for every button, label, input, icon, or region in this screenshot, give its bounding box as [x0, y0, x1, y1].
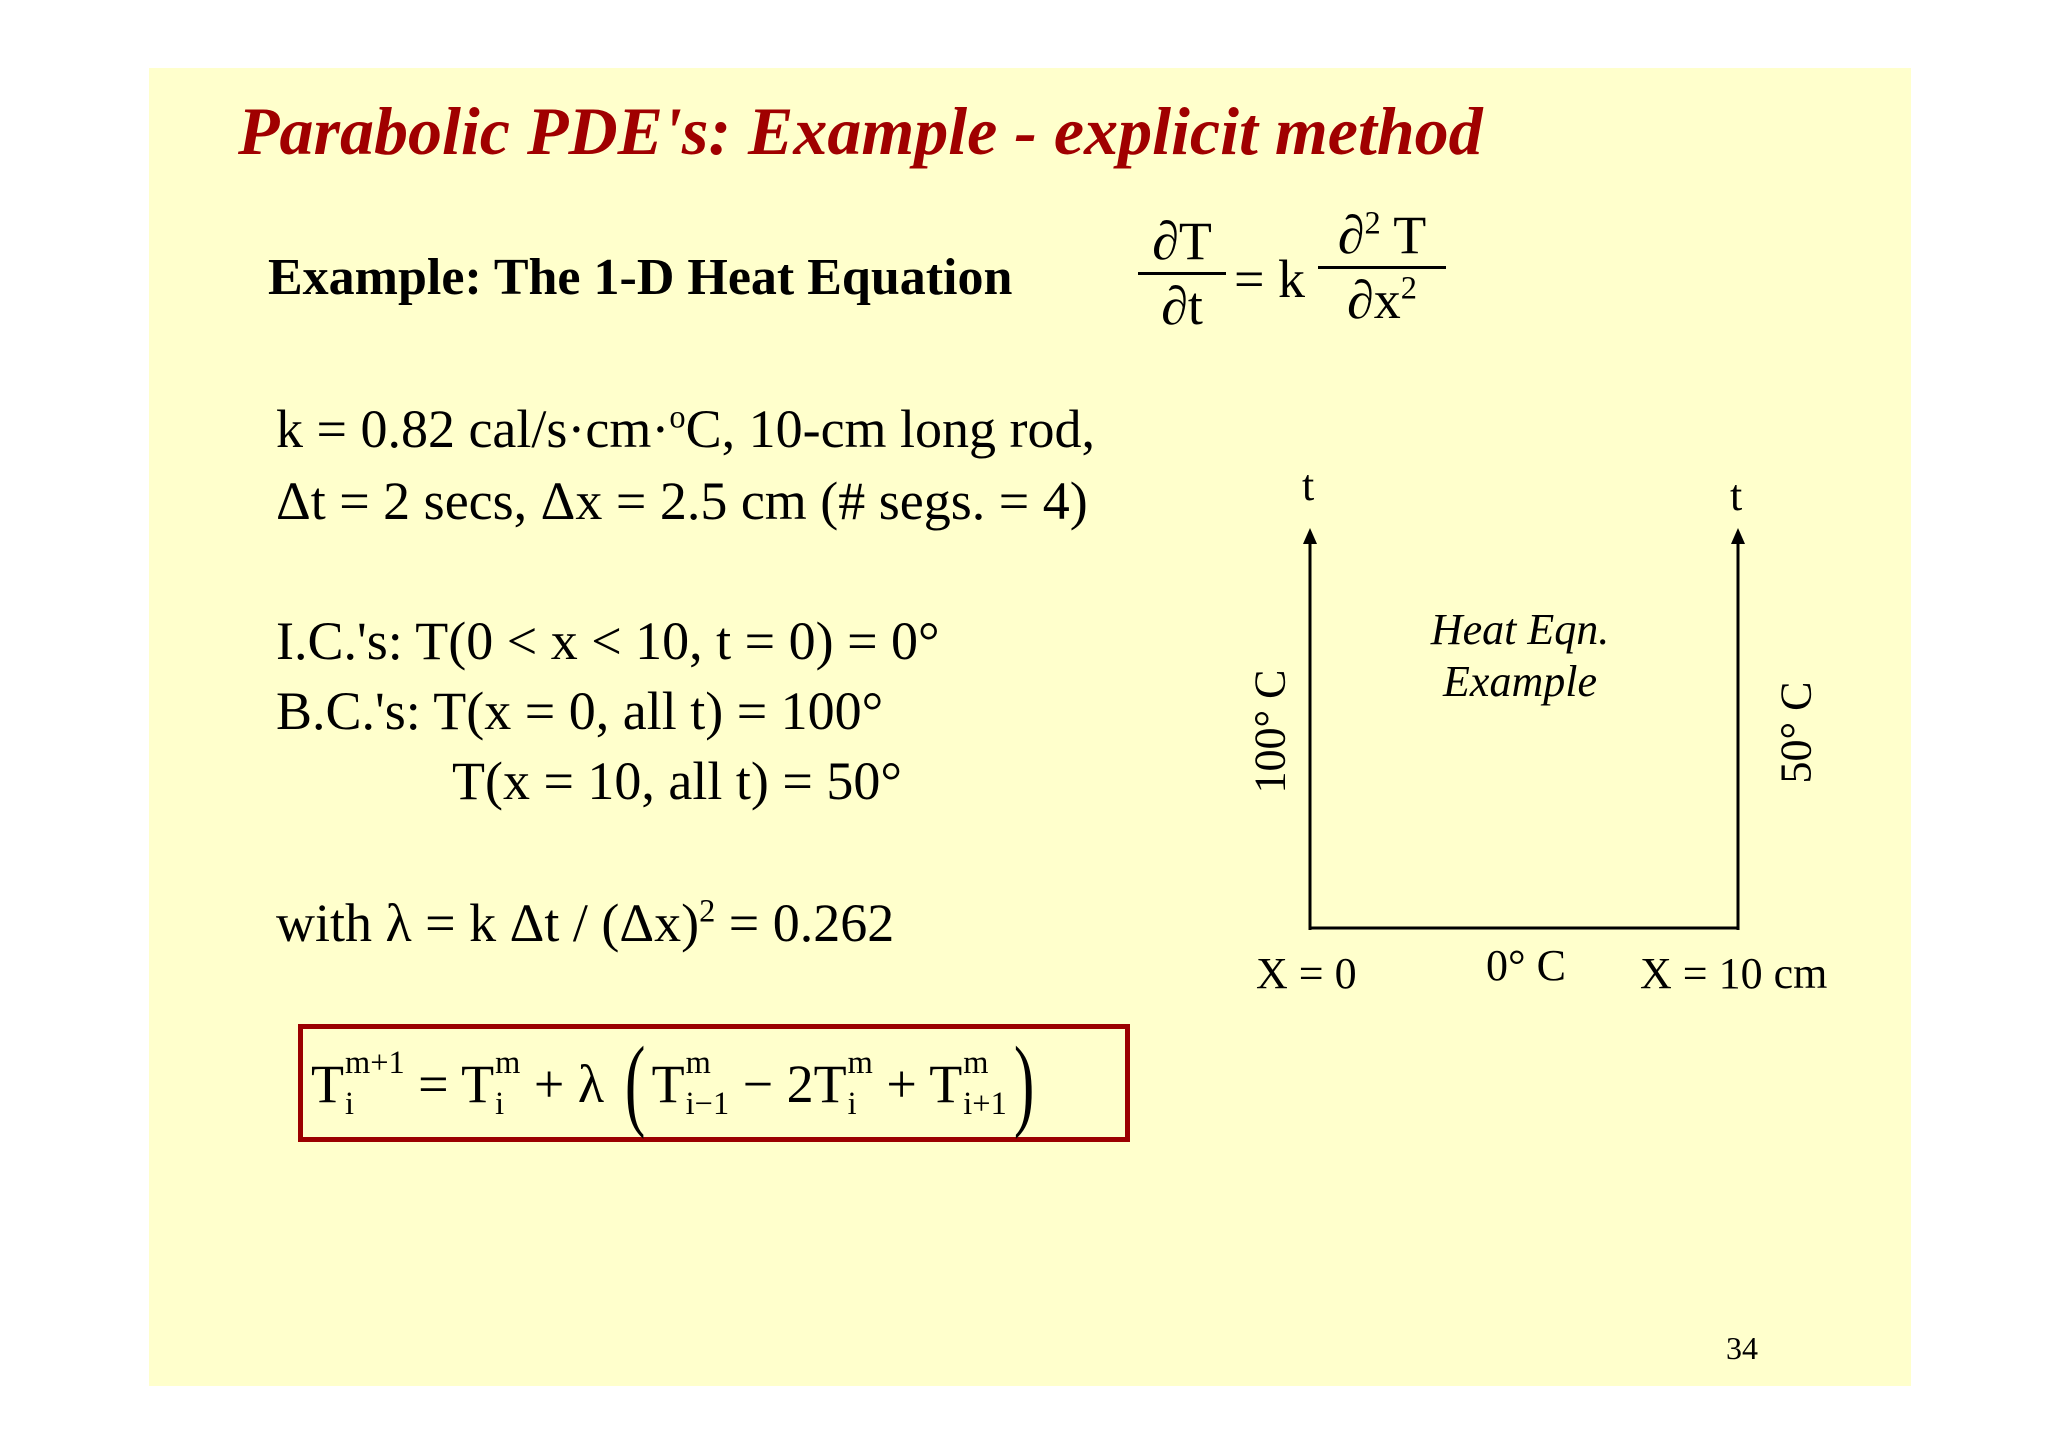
heat-eq-equals-k: = k — [1234, 249, 1305, 309]
boundary-condition-2: T(x = 10, all t) = 50° — [452, 751, 902, 811]
heat-eq-rhs-denominator: $\partial x^2$ — [1347, 270, 1417, 330]
params-line-1: k = 0.82 cal/s·cm·$^o$C, 10-cm long rod, — [276, 399, 1096, 459]
x-zero-label: X = 0 — [1256, 949, 1357, 998]
heat-eq-rhs-numerator: ∂$^2$ T — [1337, 205, 1427, 265]
heat-eq-lhs-numerator: ∂T — [1152, 211, 1212, 271]
bottom-temp-label: 0° C — [1486, 941, 1566, 990]
t-label-left: t — [1302, 461, 1315, 510]
initial-condition: I.C.'s: T(0 < x < 10, t = 0) = 0° — [276, 611, 940, 671]
explicit-formula: T m+1 i = T m i + λ ( T m i−1 − 2T m i + T m i+1 ) — [311, 1027, 1035, 1141]
example-subtitle: Example: The 1-D Heat Equation — [268, 249, 1013, 306]
heat-eqn-label-line-1: Heat Eqn. — [1430, 605, 1610, 654]
boundary-condition-1: B.C.'s: T(x = 0, all t) = 100° — [276, 681, 884, 741]
heat-eq-lhs-denominator: ∂t — [1161, 276, 1203, 336]
page-number: 34 — [1726, 1330, 1758, 1366]
left-temp-label: 100° C — [1245, 669, 1295, 794]
t-label-right: t — [1730, 471, 1743, 520]
params-line-2: Δt = 2 secs, Δx = 2.5 cm (# segs. = 4) — [276, 471, 1088, 531]
right-arrow-head — [1731, 528, 1745, 544]
lambda-definition: with λ = k $\Delta t / (\Delta x)^2 = 0.262$ — [276, 893, 895, 953]
left-arrow-head — [1303, 528, 1317, 544]
right-temp-label: 50° C — [1771, 681, 1821, 784]
x-ten-label: X = 10 cm — [1640, 949, 1828, 998]
slide-title: Parabolic PDE's: Example - explicit method — [238, 93, 1483, 169]
heat-eqn-label-line-2: Example — [1443, 657, 1597, 706]
